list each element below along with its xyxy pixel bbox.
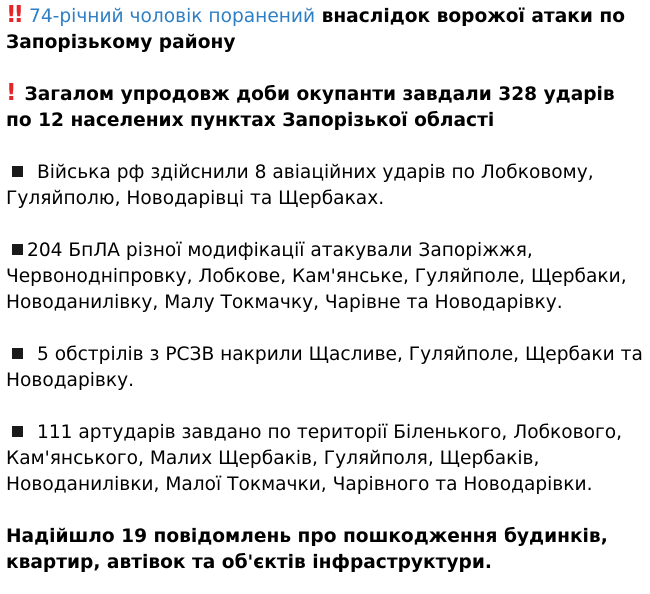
headline-text: внаслідок ворожої атаки по Запорізькому району <box>6 6 625 53</box>
artillery-text: 111 артударів завдано по території Біленького, Лобкового, Кам'янського, Малих Щербаків, Гуляйполя, Щербаків, Новоданилівки, Малої Токмачки, Чарівного та Новодарівки. <box>6 422 623 495</box>
drones-text: 204 БпЛА різної модифікації атакували Запоріжжя, Червонодніпровку, Лобкове, Кам'янське, Гуляйполе, Щербаки, Новоданилівку, Малу Токмачку, Чарівне та Новодарівку. <box>6 240 627 313</box>
airstrikes-text: Війська рф здійснили 8 авіаційних ударів по Лобковому, Гуляйполю, Новодарівці та Щербаках. <box>6 162 594 209</box>
mlrs-text: 5 обстрілів з РСЗВ накрили Щасливе, Гуляйполе, Щербаки та Новодарівку. <box>6 344 643 391</box>
black-square-icon <box>12 166 23 177</box>
drones-paragraph <box>6 238 644 316</box>
exclamation-icon: ! <box>6 80 17 106</box>
damage-reports-paragraph <box>6 524 644 576</box>
damage-reports-text: Надійшло 19 повідомлень про пошкодження будинків, квартир, автівок та об'єктів інфраструктури. <box>6 526 608 573</box>
black-square-icon <box>12 244 23 255</box>
black-square-icon <box>12 426 23 437</box>
airstrikes-paragraph <box>6 160 644 212</box>
headline-paragraph <box>6 4 644 56</box>
headline-link[interactable]: 74-річний чоловік поранений <box>28 6 316 27</box>
post-body <box>6 4 644 576</box>
summary-paragraph <box>6 82 644 134</box>
double-exclamation-icon: !! <box>6 2 21 28</box>
mlrs-paragraph <box>6 342 644 394</box>
summary-text: Загалом упродовж доби окупанти завдали 328 ударів по 12 населених пунктах Запорізької області <box>6 84 615 131</box>
black-square-icon <box>12 348 23 359</box>
artillery-paragraph <box>6 420 644 498</box>
